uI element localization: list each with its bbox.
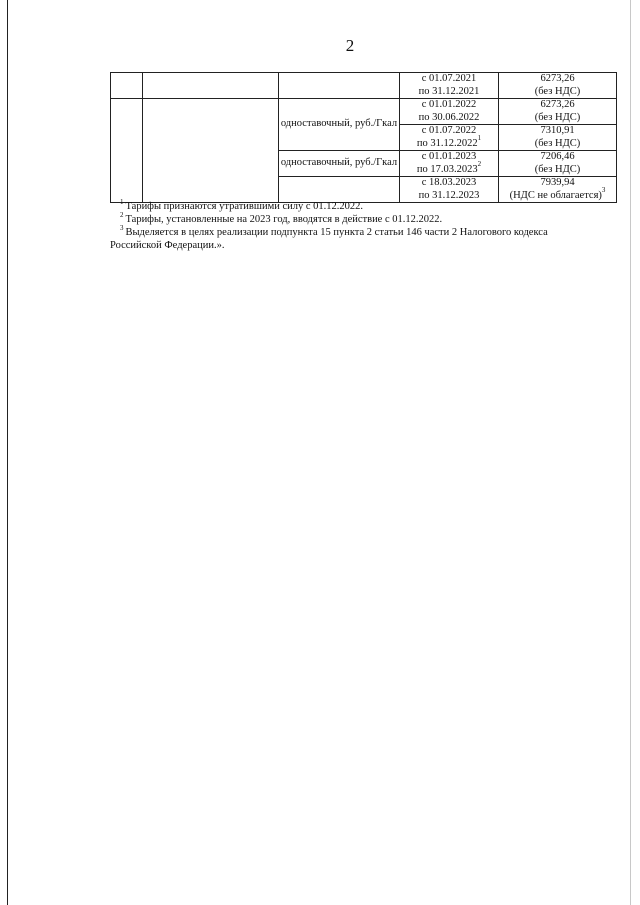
period-cell: с 18.03.2023 по 31.12.2023 [400,177,499,203]
page-edge-line [630,0,631,905]
table-row [111,99,617,125]
table-row [111,73,617,99]
footnote-continuation: Российской Федерации.». [110,240,225,251]
tariff-type-cell [279,73,400,99]
page-number: 2 [345,36,355,55]
tariff-type-cell: одноставочный, руб./Гкал [279,151,400,177]
page-edge-line [7,0,8,905]
value-cell: 6273,26 (без НДС) [499,99,617,125]
value-cell: 7939,94 (НДС не облагается)$^3$ [499,177,617,203]
period-cell: с 01.01.2023 по 17.03.2023$^2$ [400,151,499,177]
footnote: $^1$ Тарифы признаются утратившими силу с 01.12.2022. [120,197,364,212]
value-cell: 7206,46 (без НДС) [499,151,617,177]
value-cell: 7310,91 (без НДС) [499,125,617,151]
description-cell [143,73,279,99]
footnotes [110,197,610,252]
period-cell: с 01.01.2022 по 30.06.2022 [400,99,499,125]
tariff-type-cell [279,177,400,203]
period-cell: с 01.07.2021 по 31.12.2021 [400,73,499,99]
value-cell: 6273,26 (без НДС) [499,73,617,99]
period-cell: с 01.07.2022 по 31.12.2022$^1$ [400,125,499,151]
group-cell [111,99,143,203]
footnote: $^3$ Выделяется в целях реализации подпункта 15 пункта 2 статьи 146 части 2 Налогового кодекса [120,223,548,238]
description-cell [143,99,279,203]
tariff-type-cell: одноставочный, руб./Гкал [279,99,400,151]
tariff-table [110,72,617,203]
footnote: $^2$ Тарифы, установленные на 2023 год, вводятся в действие с 01.12.2022. [120,210,443,225]
group-cell [111,73,143,99]
